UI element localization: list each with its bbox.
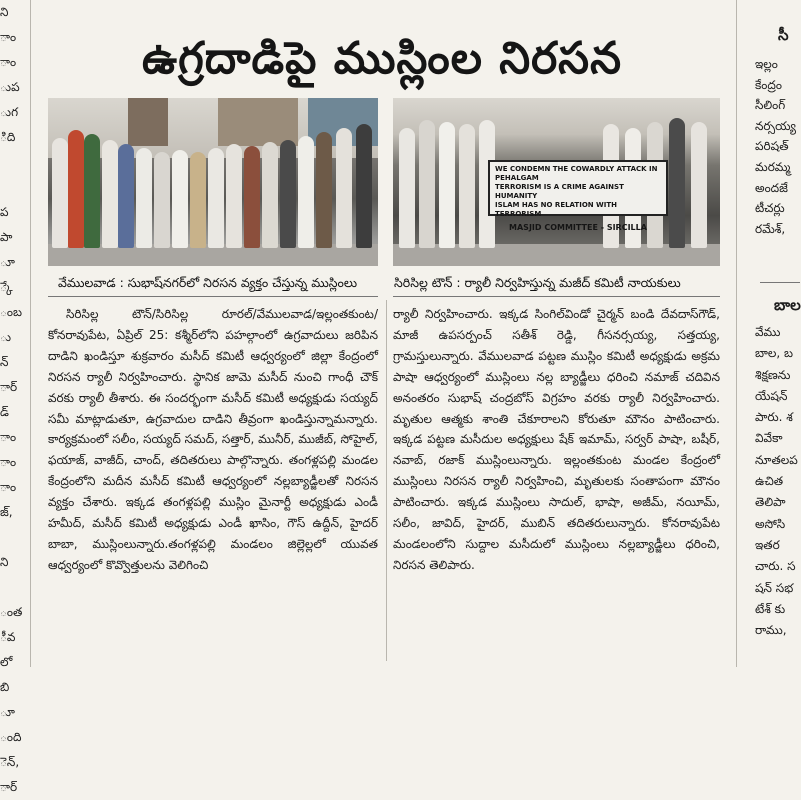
left-column-line: డ్ — [0, 405, 9, 419]
left-column-line: ార్ — [0, 780, 18, 794]
right-column-line: వివేకా — [755, 431, 783, 446]
left-column-line: లో — [0, 655, 13, 669]
right-column-line: శిక్షణను — [755, 367, 791, 382]
photo-caption-left: వేములవాడ : సుభాష్‌నగర్‌లో నిరసన వ్యక్తం చేస్తున్న ముస్లింలు — [58, 275, 358, 290]
left-column-line: ు — [0, 330, 12, 344]
left-column-line: ూ — [0, 705, 15, 719]
banner-line-1: WE CONDEMN THE COWARDLY ATTACK IN PEHALGAM — [495, 165, 658, 182]
right-column-line: మరమ్మ — [755, 159, 791, 174]
column-divider-right — [736, 0, 737, 667]
left-column-line: ాం — [0, 55, 17, 69]
right-article-subtitle: బాల — [774, 296, 801, 314]
right-article-text-2 — [755, 322, 800, 641]
right-article-title: సీ — [778, 26, 789, 44]
left-neighbor-column — [0, 0, 24, 794]
left-column-line: ూ — [0, 255, 15, 269]
right-column-line: ఇతర — [755, 537, 780, 552]
protest-photo-sircilla — [393, 98, 720, 266]
left-column-line: ాం — [0, 30, 17, 44]
right-article-rule — [760, 282, 800, 283]
right-column-line: బాల, బ — [755, 346, 794, 361]
left-column-line: బి — [0, 680, 10, 694]
left-column-line: ీవ — [0, 630, 16, 644]
right-column-line: టీచర్లు — [755, 201, 785, 216]
left-column-line: న్ — [0, 355, 9, 369]
left-column-line: ని — [0, 5, 9, 19]
left-column-line: ార్ — [0, 380, 18, 394]
right-column-line: ఉచిత — [755, 474, 784, 489]
column-divider-left — [30, 0, 31, 667]
right-column-line: చారు. స — [755, 559, 796, 574]
article-body-column-2: ర్యాలీ నిర్వహించారు. ఇక్కడ సింగిల్‌విండో చైర్మన్ బండి దేవదాస్‌గౌడ్, మాజీ ఉపసర్పంచ్ సతీశ్ రెడ్డి, గీసనర్సయ్య, సత్తయ్య, గ్రామస్తులున్నారు. వేములవాడ పట్టణ ముస్లిం కమిటీ అధ్యక్షుడు అక్రమ పాషా ఆధ్వర్యంలో ముస్లింలు నల్ల బ్యాడ్జీలు ధరించి నమాజ్ చదివిన అనంతరం సుభాష్ చంద్రబోస్ విగ్రహం వరకు ర్యాలీ నిర్వహించారు. మృతుల ఆత్మకు శాంతి చేకూరాలని కోరుతూ మౌనం పాటించారు. ఇక్కడ పట్టణ మసీదుల అధ్యక్షులు షేక్ ఇమామ్, సర్వర్ పాషా, బషీర్, నవాబ్, రజాక్ ముస్లింలున్నారు. ఇల్లంతకుంట మండల కేంద్రంలో ముస్లింలు నిరసన ర్యాలీ నిర్వహించి, మృతులకు సంతాపంగా మౌనం పాటించారు. ఇక్కడ ముస్లింలు సాదుల్, భాషా, అజీమ్, నయీమ్, సలీం, జావిద్, హైదర్, ముబిన్ తదితరులున్నారు. కోనరావుపేట మండలంలోని సుద్దాల మసీదులో ముస్లింలు నల్లబ్యాడ్జీలు ధరించి, నిరసన తెలిపారు. — [393, 307, 720, 572]
right-column-line: పారు. శ — [755, 410, 793, 425]
left-column-line: ంబ — [0, 305, 23, 319]
banner-line-2: TERRORISM IS A CRIME AGAINST HUMANITY — [495, 183, 624, 200]
left-column-line: ిది — [0, 130, 16, 144]
right-column-line: రమేశ్, — [755, 221, 786, 236]
right-column-line: వేము — [755, 325, 781, 339]
left-column-line — [0, 575, 24, 600]
right-column-line: రాము, — [755, 623, 787, 638]
left-column-line — [0, 525, 24, 550]
left-column-line: ప — [0, 205, 9, 219]
left-column-line: ెన్, — [0, 755, 20, 769]
protest-photo-vemulawada — [48, 98, 378, 266]
article-headline: ఉగ్రదాడిపై ముస్లింల నిరసన — [142, 33, 622, 84]
right-column-line: యేషన్ — [755, 388, 788, 403]
article-body-column-1: సిరిసిల్ల టౌన్/సిరిసిల్ల రూరల్/వేములవాడ/ఇల్లంతకుంట/కోనరావుపేట, ఏప్రిల్ 25: కశ్మీర్‌లోని పహల్గాంలో ఉగ్రవాదులు జరిపిన దాడిని ఖండిస్తూ శుక్రవారం మసీద్ కమిటీ ఆధ్వర్యంలో జిల్లా కేంద్రంలో నిరసన ర్యాలీ నిర్వహించారు. స్థానిక జామె మసీద్ నుంచి గాంధీ చౌక్ వరకు ర్యాలీ తీశారు. ఈ సందర్భంగా మసీద్ కమిటీ అధ్యక్షుడు సయ్యద్ సమీ మాట్లాడుతూ, ఉగ్రవాదుల దాడిని తీవ్రంగా ఖండిస్తున్నామన్నారు. కార్యక్రమంలో సలీం, సయ్యద్ సమద్, సత్తార్, మునీర్, ముజీబ్, సోహైల్, ఫయాజ్, వాజీద్, చాంద్, తదితరులు పాల్గొన్నారు. తంగళ్లపల్లి మండల కేంద్రంలోని మదీన మసీద్ కమిటీ ఆధ్వర్యంలో నల్లబ్యాడ్జీలతో నిరసన వ్యక్తం చేశారు. ఇక్కడ తంగళ్లపల్లి ముస్లిం మైనార్టీ అధ్యక్షుడు ఎండీ హమీద్, మసీద్ కమిటీ అధ్యక్షుడు ఎండీ ఖాసిం, గౌస్ ఉద్దీన్, హైదర్ బాబా, ముస్లింలున్నారు.తంగళ్లపల్లి మండలం జిల్లెల్లలో యువత ఆధ్వర్యంలో కొవ్వొత్తులను వెలిగించి — [48, 307, 378, 572]
right-column-line: పరిషత్ — [755, 139, 789, 154]
left-column-line: జ్, — [0, 505, 13, 519]
right-column-line: ఇల్లం — [755, 57, 778, 71]
left-column-line: ంత — [0, 605, 23, 619]
left-column-line: ాం — [0, 455, 17, 469]
right-column-line: కేంద్రం — [755, 77, 782, 92]
caption-rule-left — [48, 296, 378, 297]
column-divider-middle — [386, 300, 387, 661]
left-column-line: ాం — [0, 480, 17, 494]
protest-banner — [488, 160, 668, 232]
left-column-line: ంది — [0, 730, 22, 744]
left-column-line: పా — [0, 230, 13, 244]
right-article-text — [755, 54, 800, 239]
left-column-line: ్కే — [0, 280, 13, 294]
left-column-line: ాం — [0, 430, 17, 444]
right-column-line: నూతలప — [755, 452, 798, 467]
banner-org: MASJID COMMITTEE - SIRCILLA — [509, 223, 647, 232]
left-column-line — [0, 175, 24, 200]
banner-line-3: ISLAM HAS NO RELATION WITH TERRORISM — [495, 201, 618, 218]
right-column-line: టేశ్ కు — [755, 601, 786, 616]
right-column-line: సీలింగ్ — [755, 98, 786, 113]
left-column-line — [0, 150, 24, 175]
right-column-line: తెలిపా — [755, 495, 786, 510]
right-column-line: షన్ సభ — [755, 580, 794, 595]
right-column-line: అసోసి — [755, 516, 786, 531]
caption-rule-right — [393, 296, 720, 297]
right-column-line: అందజే — [755, 180, 788, 195]
left-column-line: ుగ — [0, 105, 19, 119]
photo-caption-right: సిరిసిల్ల టౌన్ : ర్యాలీ నిర్వహిస్తున్న మజీద్ కమిటీ నాయకులు — [394, 275, 681, 290]
left-column-line: ుప — [0, 80, 20, 94]
right-column-line: నర్సయ్య — [755, 118, 796, 133]
left-column-line: ని — [0, 555, 9, 569]
